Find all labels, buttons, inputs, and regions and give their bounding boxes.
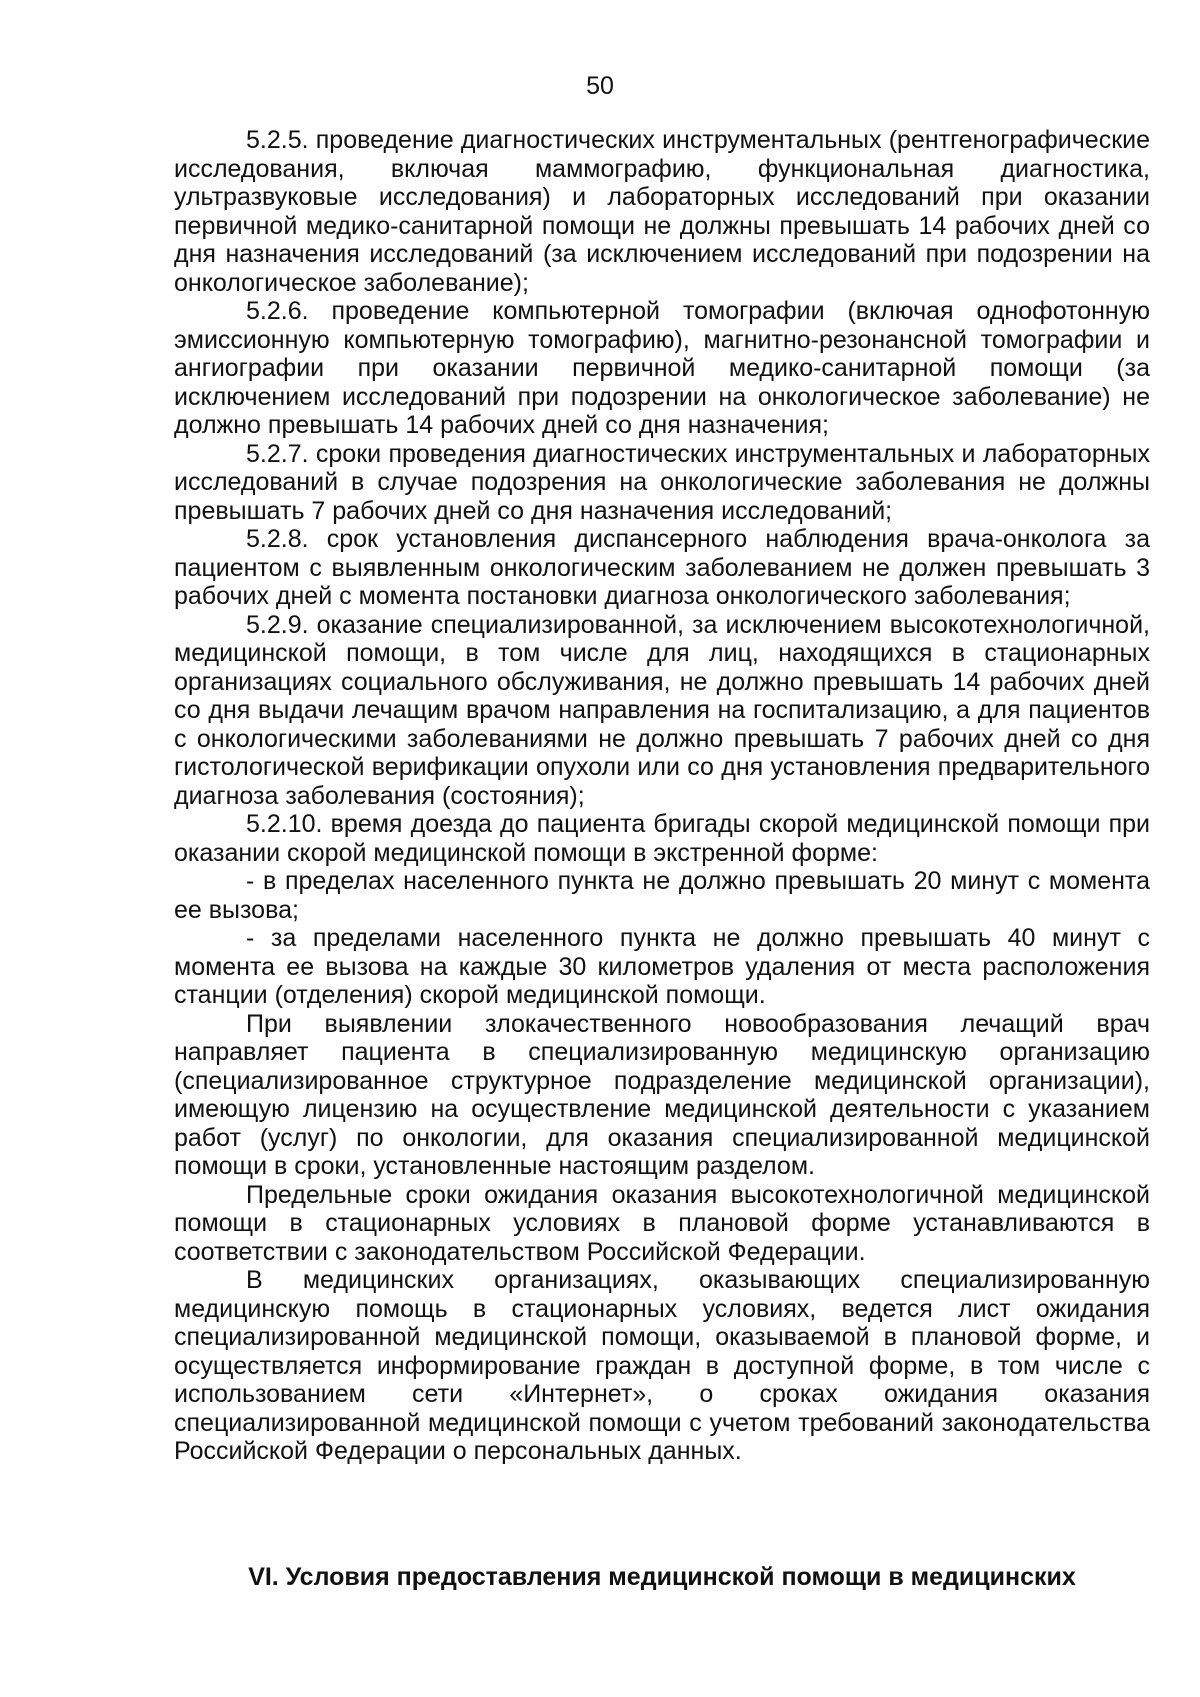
page-body <box>174 126 1150 1466</box>
paragraph-within-locality: - в пределах населенного пункта не должно превышать 20 минут с момента ее вызова; <box>174 867 1150 924</box>
paragraph-5-2-7: 5.2.7. сроки проведения диагностических инструментальных и лабораторных исследований в случае подозрения на онкологические заболевания не должны превышать 7 рабочих дней со дня назначения исследований; <box>174 439 1150 525</box>
paragraph-5-2-5: 5.2.5. проведение диагностических инструментальных (рентгенографические исследования, включая маммографию, функциональная диагностика, ультразвуковые исследования) и лабораторных исследований при оказании первичной медико-санитарной помощи не должны превышать 14 рабочих дней со дня назначения исследований (за исключением исследований при подозрении на онкологическое заболевание); <box>174 126 1150 297</box>
paragraph-high-tech-care-terms: Предельные сроки ожидания оказания высокотехнологичной медицинской помощи в стационарных условиях в плановой форме устанавливаются в соответствии с законодательством Российской Федерации. <box>174 1180 1150 1266</box>
paragraph-5-2-8: 5.2.8. срок установления диспансерного наблюдения врача-онколога за пациентом с выявленным онкологическим заболеванием не должен превышать 3 рабочих дней с момента постановки диагноза онкологического заболевания; <box>174 525 1150 610</box>
paragraph-malignancy-referral: При выявлении злокачественного новообразования лечащий врач направляет пациента в специализированную медицинскую организацию (специализированное структурное подразделение медицинской организации), имеющую лицензию на осуществление медицинской деятельности с указанием работ (услуг) по онкологии, для оказания специализированной медицинской помощи в сроки, установленные настоящим разделом. <box>174 1009 1150 1180</box>
paragraph-5-2-9: 5.2.9. оказание специализированной, за исключением высокотехнологичной, медицинской помощи, в том числе для лиц, находящихся в стационарных организациях социального обслуживания, не должно превышать 14 рабочих дней со дня выдачи лечащим врачом направления на госпитализацию, а для пациентов с онкологическими заболеваниями не должно превышать 7 рабочих дней со дня гистологической верификации опухоли или со дня установления предварительного диагноза заболевания (состояния); <box>174 610 1150 810</box>
page-number: 50 <box>586 72 614 100</box>
section-heading: VI. Условия предоставления медицинской помощи в медицинских <box>248 1563 1076 1591</box>
paragraph-waiting-list: В медицинских организациях, оказывающих специализированную медицинскую помощь в стационарных условиях, ведется лист ожидания специализированной медицинской помощи, оказываемой в плановой форме, и осуществляется информирование граждан в доступной форме, в том числе с использованием сети «Интернет», о сроках ожидания оказания специализированной медицинской помощи с учетом требований законодательства Российской Федерации о персональных данных. <box>174 1266 1150 1465</box>
paragraph-outside-locality: - за пределами населенного пункта не должно превышать 40 минут с момента ее вызова на каждые 30 километров удаления от места расположения станции (отделения) скорой медицинской помощи. <box>174 924 1150 1009</box>
paragraph-5-2-10: 5.2.10. время доезда до пациента бригады скорой медицинской помощи при оказании скорой медицинской помощи в экстренной форме: <box>174 810 1150 867</box>
paragraph-5-2-6: 5.2.6. проведение компьютерной томографии (включая однофотонную эмиссионную компьютерную томографию), магнитно-резонансной томографии и ангиографии при оказании первичной медико-санитарной помощи (за исключением исследований при подозрении на онкологическое заболевание) не должно превышать 14 рабочих дней со дня назначения; <box>174 297 1150 439</box>
